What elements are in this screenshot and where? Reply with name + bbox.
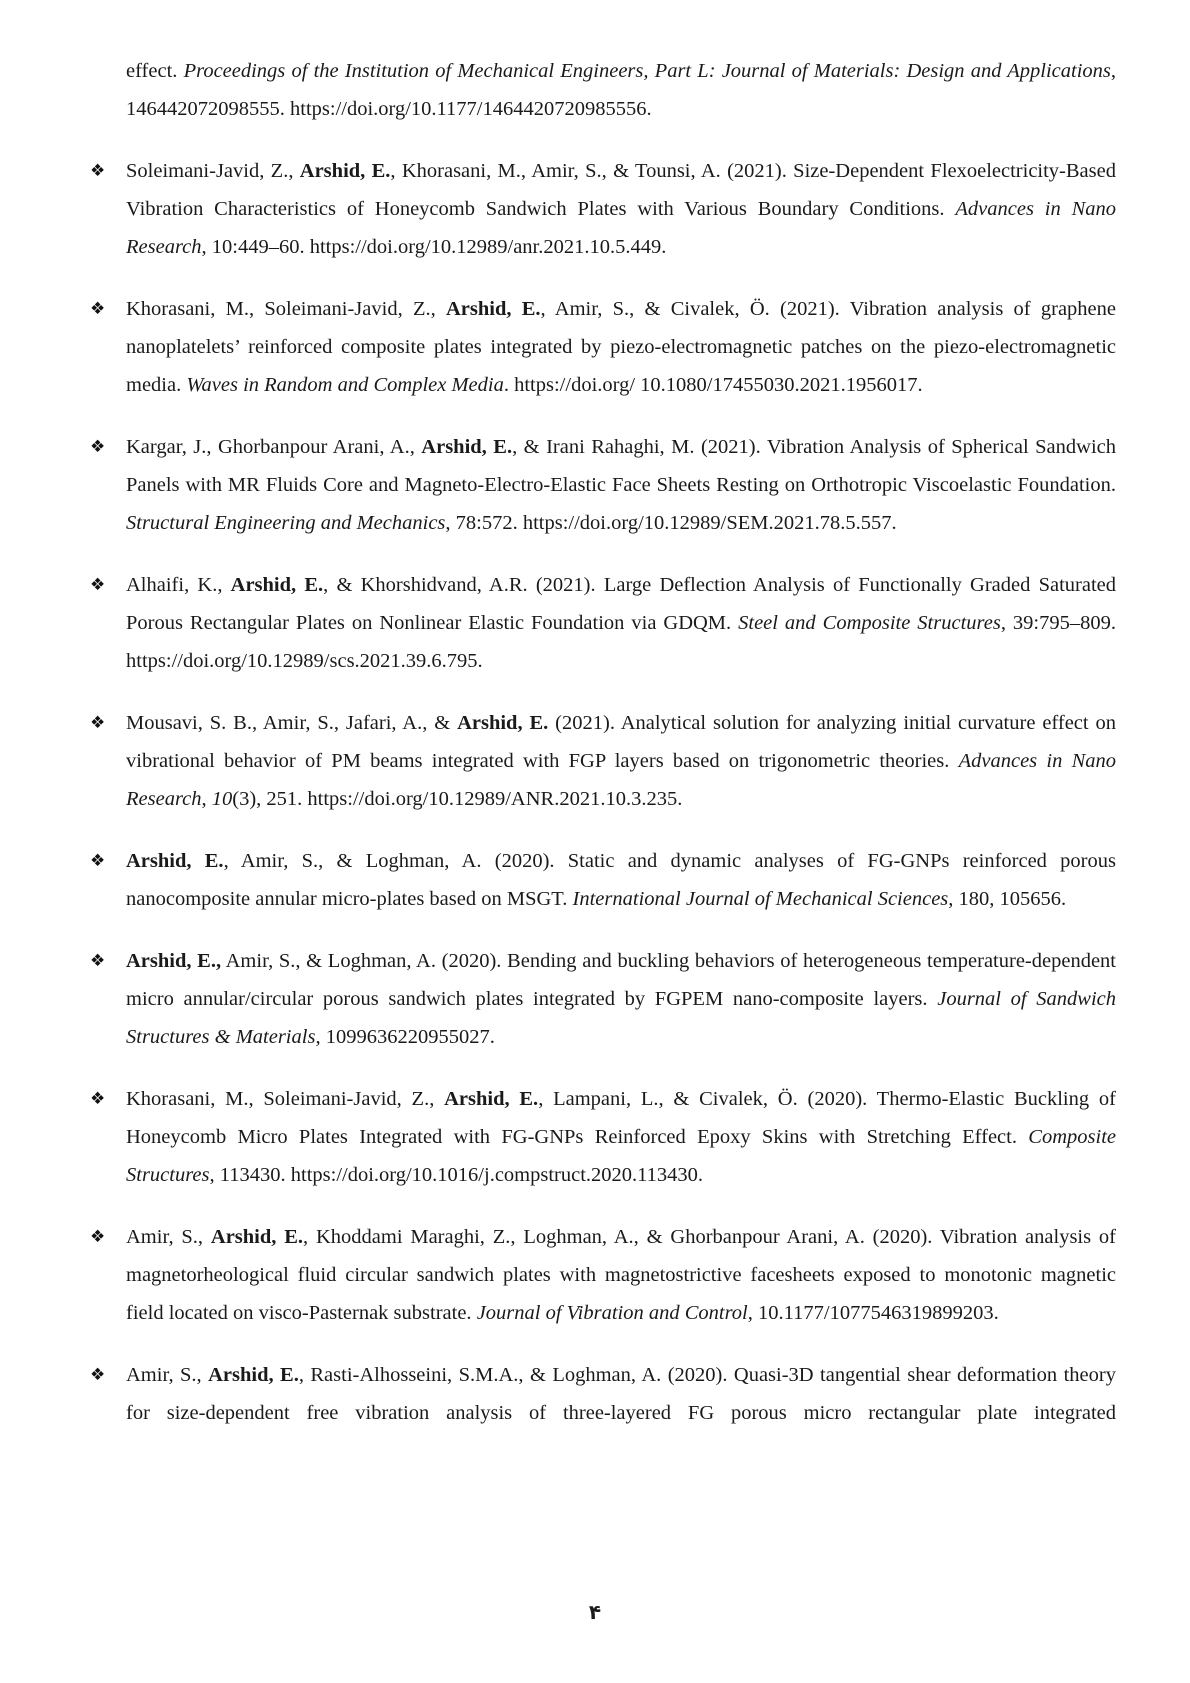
ref-authors-before: Khorasani, M., Soleimani-Javid, Z., xyxy=(126,1088,445,1110)
ref-text-post: , 146442072098555. https://doi.org/10.1177/1464420720985556. xyxy=(126,60,1116,120)
diamond-bullet-icon: ❖ xyxy=(90,299,106,319)
ref-doi: , 10:449–60. https://doi.org/10.12989/anr.2021.10.5.449. xyxy=(201,236,667,258)
ref-doi: , 10.1177/1077546319899203. xyxy=(747,1302,999,1324)
ref-title: , & Khorshidvand, A.R. (2021). Large Deflection Analysis of Functionally Graded Saturated Porous Rectangular Plates on Nonlinear Elastic Foundation via GDQM. xyxy=(126,574,1116,634)
ref-title: (2021). Analytical solution for analyzing initial curvature effect on vibrational behavior of PM beams integrated with FGP layers based on trigonometric theories. xyxy=(126,712,1116,772)
ref-authors-before: Amir, S., xyxy=(126,1226,211,1248)
ref-title: , Khoddami Maraghi, Z., Loghman, A., & Ghorbanpour Arani, A. (2020). Vibration analysis of magnetorheological fluid circular sandwich plates with magnetostrictive facesheets exposed to monotonic magnetic field located on visco-Pasternak substrate. xyxy=(126,1226,1116,1324)
reference-text xyxy=(126,1218,1116,1332)
journal-name: Steel and Composite Structures xyxy=(738,612,1001,634)
reference-item xyxy=(90,1218,1116,1332)
ref-authors-before: Amir, S., xyxy=(126,1364,209,1386)
reference-text xyxy=(126,704,1116,818)
diamond-bullet-icon: ❖ xyxy=(90,161,106,181)
journal-name: Proceedings of the Institution of Mechanical Engineers, Part L: Journal of Materials: Design and Applications xyxy=(183,60,1111,82)
ref-title: , Rasti-Alhosseini, S.M.A., & Loghman, A. (2020). Quasi-3D tangential shear deformation theory for size-dependent free vibration analysis of three-layered FG porous micro rectangular plate integrated xyxy=(126,1364,1116,1424)
reference-item xyxy=(90,842,1116,918)
reference-item xyxy=(90,152,1117,266)
reference-item xyxy=(90,428,1116,542)
ref-title: , Khorasani, M., Amir, S., & Tounsi, A. (2021). Size-Dependent Flexoelectricity-Based Vibration Characteristics of Honeycomb Sandwich Plates with Various Boundary Conditions. xyxy=(126,160,1116,220)
journal-volume: 10 xyxy=(211,788,233,810)
reference-continuation xyxy=(126,52,1116,128)
reference-text xyxy=(126,290,1116,404)
diamond-bullet-icon: ❖ xyxy=(90,1089,106,1109)
reference-item xyxy=(90,290,1116,404)
reference-item xyxy=(90,942,1117,1056)
journal-name: Waves in Random and Complex Media xyxy=(186,374,504,396)
highlighted-author: Arshid, E., xyxy=(126,950,222,972)
ref-authors-before: Mousavi, S. B., Amir, S., Jafari, A., & xyxy=(126,712,458,734)
ref-title: , Amir, S., & Loghman, A. (2020). Static and dynamic analyses of FG-GNPs reinforced porous nanocomposite annular micro-plates based on MSGT. xyxy=(126,850,1116,910)
journal-name: Advances in Nano Research xyxy=(126,750,1116,810)
journal-name: Composite Structures xyxy=(126,1126,1116,1186)
ref-title: , Lampani, L., & Civalek, Ö. (2020). Thermo-Elastic Buckling of Honeycomb Micro Plates Integrated with FG-GNPs Reinforced Epoxy Skins with Stretching Effect. xyxy=(126,1088,1116,1148)
highlighted-author: Arshid, E. xyxy=(445,298,541,320)
reference-item xyxy=(90,566,1116,680)
page-number: ۴ xyxy=(588,1600,602,1624)
highlighted-author: Arshid, E. xyxy=(230,574,324,596)
journal-name: Journal of Vibration and Control xyxy=(476,1302,748,1324)
diamond-bullet-icon: ❖ xyxy=(90,1365,106,1385)
reference-item xyxy=(90,704,1116,818)
reference-text xyxy=(126,842,1116,918)
ref-separator: , xyxy=(201,788,212,810)
ref-authors-before: Kargar, J., Ghorbanpour Arani, A., xyxy=(126,436,422,458)
ref-title: Amir, S., & Loghman, A. (2020). Bending and buckling behaviors of heterogeneous temperature-dependent micro annular/circular porous sandwich plates integrated by FGPEM nano-composite layers. xyxy=(126,950,1116,1010)
ref-doi: , 113430. https://doi.org/10.1016/j.compstruct.2020.113430. xyxy=(209,1164,704,1186)
reference-list xyxy=(90,52,1117,1432)
journal-name: Journal of Sandwich Structures & Materials xyxy=(126,988,1117,1048)
highlighted-author: Arshid, E. xyxy=(457,712,549,734)
reference-text xyxy=(126,1080,1116,1194)
highlighted-author: Arshid, E. xyxy=(208,1364,299,1386)
diamond-bullet-icon: ❖ xyxy=(90,951,106,971)
ref-doi: , 78:572. https://doi.org/10.12989/SEM.2021.78.5.557. xyxy=(445,512,897,534)
ref-authors-before: Soleimani-Javid, Z., xyxy=(126,160,300,182)
diamond-bullet-icon: ❖ xyxy=(90,437,106,457)
ref-doi: (3), 251. https://doi.org/10.12989/ANR.2021.10.3.235. xyxy=(232,788,683,810)
reference-item xyxy=(90,1080,1116,1194)
journal-name: Advances in Nano Research xyxy=(126,198,1117,258)
ref-doi: , 1099636220955027. xyxy=(315,1026,495,1048)
ref-text-pre: effect. xyxy=(126,60,184,82)
highlighted-author: Arshid, E. xyxy=(126,850,224,872)
reference-text xyxy=(126,1356,1116,1432)
ref-title: , Amir, S., & Civalek, Ö. (2021). Vibration analysis of graphene nanoplatelets’ reinforced composite plates integrated by piezo-electromagnetic patches on the piezo-electromagnetic media. xyxy=(126,298,1116,396)
reference-text xyxy=(126,428,1116,542)
reference-text xyxy=(126,152,1116,266)
diamond-bullet-icon: ❖ xyxy=(90,1227,106,1247)
ref-title: , & Irani Rahaghi, M. (2021). Vibration Analysis of Spherical Sandwich Panels with MR Fluids Core and Magneto-Electro-Elastic Face Sheets Resting on Orthotropic Viscoelastic Foundation. xyxy=(126,436,1116,496)
highlighted-author: Arshid, E. xyxy=(444,1088,539,1110)
ref-doi: , 39:795–809. https://doi.org/10.12989/scs.2021.39.6.795. xyxy=(126,612,1116,672)
highlighted-author: Arshid, E. xyxy=(210,1226,304,1248)
ref-authors-before: Alhaifi, K., xyxy=(126,574,231,596)
ref-doi: . https://doi.org/ 10.1080/17455030.2021.1956017. xyxy=(503,374,923,396)
ref-authors-before: Khorasani, M., Soleimani-Javid, Z., xyxy=(126,298,446,320)
highlighted-author: Arshid, E. xyxy=(299,160,391,182)
diamond-bullet-icon: ❖ xyxy=(90,851,106,871)
diamond-bullet-icon: ❖ xyxy=(90,575,106,595)
reference-item xyxy=(90,1356,1116,1432)
ref-doi: , 180, 105656. xyxy=(948,888,1067,910)
journal-name: International Journal of Mechanical Sciences xyxy=(572,888,949,910)
diamond-bullet-icon: ❖ xyxy=(90,713,106,733)
reference-text xyxy=(126,566,1116,680)
highlighted-author: Arshid, E. xyxy=(421,436,513,458)
reference-text xyxy=(126,52,1116,128)
journal-name: Structural Engineering and Mechanics xyxy=(126,512,446,534)
reference-text xyxy=(126,942,1116,1056)
